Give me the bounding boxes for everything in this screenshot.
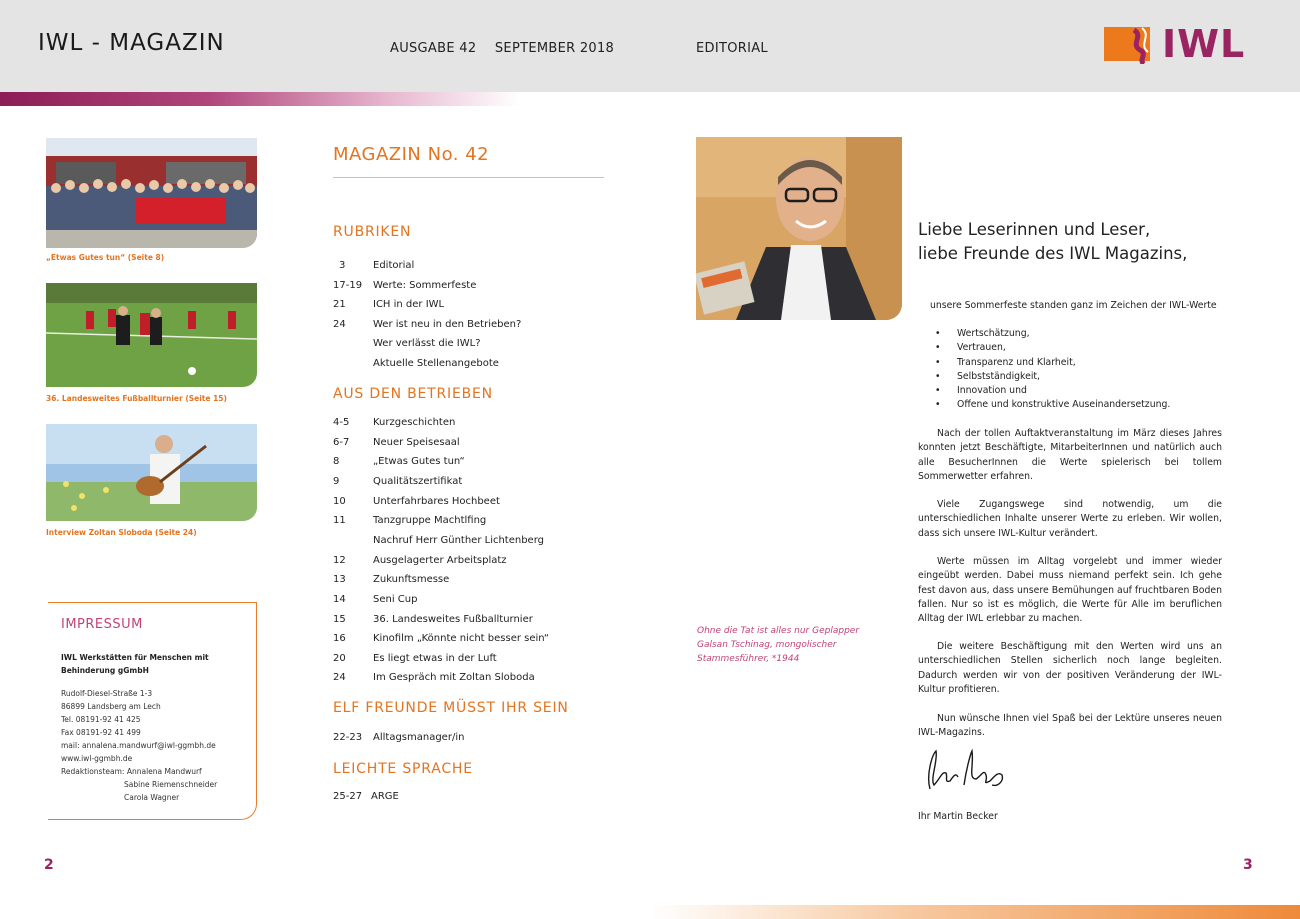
paragraph-text: Viele Zugangswege sind notwendig, um die unterschiedlichen Inhalte unserer Werte zu erleben. Wir wollen, dass sich unsere IWL-Kultur verändert.	[918, 499, 1222, 539]
toc-divider	[333, 177, 604, 178]
impressum-team: Redaktionsteam: Annalena Mandwurf	[61, 767, 202, 776]
issue-number: AUSGABE 42	[390, 41, 477, 56]
toc-entry[interactable]	[333, 535, 544, 546]
toc-page: 13	[333, 574, 346, 585]
toc-entry[interactable]	[333, 791, 399, 802]
impressum-street: Rudolf-Diesel-Straße 1-3	[61, 689, 153, 698]
paragraph	[918, 498, 1222, 541]
toc-entry[interactable]	[333, 574, 449, 585]
iwl-logo	[1104, 22, 1264, 66]
football-photo	[46, 283, 257, 387]
toc-page: 24	[333, 672, 346, 683]
toc-entry-title: Nachruf Herr Günther Lichtenberg	[373, 535, 544, 546]
toc-entry[interactable]	[333, 417, 455, 428]
greeting-line: Liebe Leserinnen und Leser,	[918, 220, 1151, 239]
toc-section-heading: RUBRIKEN	[333, 224, 412, 240]
toc-section-heading: ELF FREUNDE MÜSST IHR SEIN	[333, 700, 569, 716]
toc-entry-title: Alltagsmanager/in	[373, 732, 465, 743]
toc-entry[interactable]	[333, 260, 414, 271]
toc-page: 24	[333, 319, 346, 330]
list-item: • Offene und konstruktive Auseinandersetzung.	[935, 398, 1170, 412]
toc-entry-title: Neuer Speisesaal	[373, 437, 460, 448]
toc-entry-title: Werte: Sommerfeste	[373, 280, 477, 291]
toc-entry[interactable]	[333, 496, 500, 507]
toc-entry-title: 36. Landesweites Fußballturnier	[373, 614, 533, 625]
paragraph-text: Werte müssen im Alltag vorgelebt und immer wieder eingeübt werden. Dabei muss niemand perfekt sein. Ich gehe fest davon aus, dass unsere Bemühungen auf fruchtbaren Boden fallen. Nur so ist es möglich, die Werte für Alle im beruflichen Alltag der IWL erlebbar zu machen.	[918, 556, 1222, 625]
toc-entry-title: Wer verlässt die IWL?	[373, 338, 481, 349]
toc-entry[interactable]	[333, 653, 497, 664]
toc-page: 4-5	[333, 417, 350, 428]
impressum-team-member: Carola Wagner	[124, 793, 180, 802]
toc-entry-title: „Etwas Gutes tun“	[373, 456, 465, 467]
paragraph	[918, 640, 1222, 697]
toc-entry[interactable]	[333, 594, 417, 605]
toc-entry-title: Ausgelagerter Arbeitsplatz	[373, 555, 507, 566]
toc-entry[interactable]	[333, 672, 535, 683]
section-label: EDITORIAL	[696, 41, 768, 56]
greeting	[918, 218, 1187, 266]
list-item: • Selbstständigkeit,	[935, 370, 1170, 384]
toc-entry-title: Aktuelle Stellenangebote	[373, 358, 499, 369]
toc-page: 22-23	[333, 732, 363, 743]
paragraph-text: Nun wünsche Ihnen viel Spaß bei der Lektüre unseres neuen IWL-Magazins.	[918, 713, 1222, 739]
toc-entry-title: Wer ist neu in den Betrieben?	[373, 319, 522, 330]
handwritten-signature-icon	[920, 745, 1010, 797]
paragraph	[918, 712, 1222, 741]
greeting-line: liebe Freunde des IWL Magazins,	[918, 244, 1188, 263]
toc-entry[interactable]	[333, 515, 486, 526]
toc-page: 25-27	[333, 791, 363, 802]
toc-page: 6-7	[333, 437, 350, 448]
accent-stripe-left	[0, 92, 520, 106]
toc-entry[interactable]	[333, 633, 549, 644]
accent-stripe-right	[650, 905, 1300, 919]
toc-entry[interactable]	[333, 338, 481, 349]
toc-entry-title: ICH in der IWL	[373, 299, 445, 310]
toc-page: 11	[333, 515, 346, 526]
guitar-photo	[46, 424, 257, 521]
magazine-title: IWL - MAGAZIN	[38, 30, 225, 56]
toc-page: 12	[333, 555, 346, 566]
toc-entry-title: ARGE	[371, 791, 399, 802]
toc-entry-title: Kurzgeschichten	[373, 417, 456, 428]
list-item: • Innovation und	[935, 384, 1170, 398]
paragraph	[918, 555, 1222, 626]
impressum-address	[61, 687, 217, 804]
impressum-mail[interactable]: mail: annalena.mandwurf@iwl-ggmbh.de	[61, 741, 216, 750]
toc-page: 16	[333, 633, 346, 644]
impressum-organisation	[61, 651, 241, 677]
toc-entry[interactable]	[333, 358, 499, 369]
toc-page: 14	[333, 594, 346, 605]
list-item: • Transparenz und Klarheit,	[935, 356, 1170, 370]
impressum-org-line: IWL Werkstätten für Menschen mit	[61, 653, 209, 662]
list-item: • Wertschätzung,	[935, 327, 1170, 341]
page-number-left: 2	[44, 857, 54, 873]
impressum-org-line: Behinderung gGmbH	[61, 666, 149, 675]
impressum-web[interactable]: www.iwl-ggmbh.de	[61, 754, 133, 763]
toc-page: 10	[333, 496, 346, 507]
photo-caption: 36. Landesweites Fußballturnier (Seite 15)	[46, 394, 227, 403]
photo-caption: Interview Zoltan Sloboda (Seite 24)	[46, 528, 197, 537]
photo-caption: „Etwas Gutes tun“ (Seite 8)	[46, 253, 165, 262]
quote-line: Galsan Tschinag, mongolischer	[697, 640, 837, 650]
values-list	[935, 327, 1170, 413]
toc-entry-title: Unterfahrbares Hochbeet	[373, 496, 500, 507]
portrait-photo	[696, 137, 902, 320]
impressum-tel: Tel. 08191-92 41 425	[61, 715, 141, 724]
page-number-right: 3	[1243, 857, 1253, 873]
logo-swoosh-icon	[1104, 26, 1154, 64]
toc-section-heading: AUS DEN BETRIEBEN	[333, 386, 493, 402]
toc-entry-title: Qualitätszertifikat	[373, 476, 463, 487]
quote-line: Stammesführer, *1944	[697, 654, 800, 664]
impressum-city: 86899 Landsberg am Lech	[61, 702, 161, 711]
toc-entry-title: Kinofilm „Könnte nicht besser sein“	[373, 633, 550, 644]
impressum-fax: Fax 08191-92 41 499	[61, 728, 141, 737]
quote-line: Ohne die Tat ist alles nur Geplapper	[697, 626, 860, 636]
paragraph-text: Nach der tollen Auftaktveranstaltung im März dieses Jahres konnten jetzt Beschäftigte, MitarbeiterInnen und natürlich auch alle BesucherInnen die Werte spielerisch bei tollem Sommerwetter erfahren.	[918, 428, 1222, 482]
issue-date: SEPTEMBER 2018	[494, 41, 615, 56]
list-item: • Vertrauen,	[935, 341, 1170, 355]
toc-entry[interactable]	[333, 437, 460, 448]
impressum-team-member: Sabine Riemenschneider	[124, 780, 218, 789]
toc-entry-title: Editorial	[373, 260, 415, 271]
toc-entry-title: Tanzgruppe Machtlfing	[373, 515, 487, 526]
toc-entry[interactable]	[333, 614, 533, 625]
toc-entry[interactable]	[333, 732, 464, 743]
toc-page: 8	[333, 456, 340, 467]
logo-text: IWL	[1162, 22, 1246, 66]
impressum-heading: IMPRESSUM	[61, 617, 143, 632]
toc-page: 3	[339, 260, 346, 271]
toc-entry[interactable]	[333, 456, 465, 467]
toc-entry[interactable]	[333, 319, 521, 330]
toc-page: 21	[333, 299, 346, 310]
toc-entry[interactable]	[333, 280, 476, 291]
group-photo	[46, 138, 257, 248]
issue-info	[390, 41, 614, 56]
toc-entry[interactable]	[333, 299, 444, 310]
toc-page: 20	[333, 653, 346, 664]
toc-entry-title: Im Gespräch mit Zoltan Sloboda	[373, 672, 535, 683]
toc-page: 9	[333, 476, 340, 487]
toc-page: 17-19	[333, 280, 363, 291]
toc-title: MAGAZIN No. 42	[333, 144, 490, 165]
toc-entry-title: Es liegt etwas in der Luft	[373, 653, 497, 664]
toc-entry[interactable]	[333, 555, 507, 566]
intro-text: unsere Sommerfeste standen ganz im Zeichen der IWL-Werte	[930, 300, 1217, 311]
impressum-box	[48, 602, 257, 820]
toc-entry-title: Seni Cup	[373, 594, 418, 605]
paragraph	[918, 427, 1222, 484]
toc-entry-title: Zukunftsmesse	[373, 574, 450, 585]
toc-page: 15	[333, 614, 346, 625]
quote	[697, 624, 867, 666]
toc-section-heading: LEICHTE SPRACHE	[333, 761, 473, 777]
signoff: Ihr Martin Becker	[918, 811, 998, 822]
paragraph-text: Die weitere Beschäftigung mit den Werten wird uns an unterschiedlichen Stellen sicherlich noch lange begleiten. Dadurch werden wir von der positiven Veränderung der IWL-Kultur profitieren.	[918, 641, 1222, 695]
toc-entry[interactable]	[333, 476, 462, 487]
